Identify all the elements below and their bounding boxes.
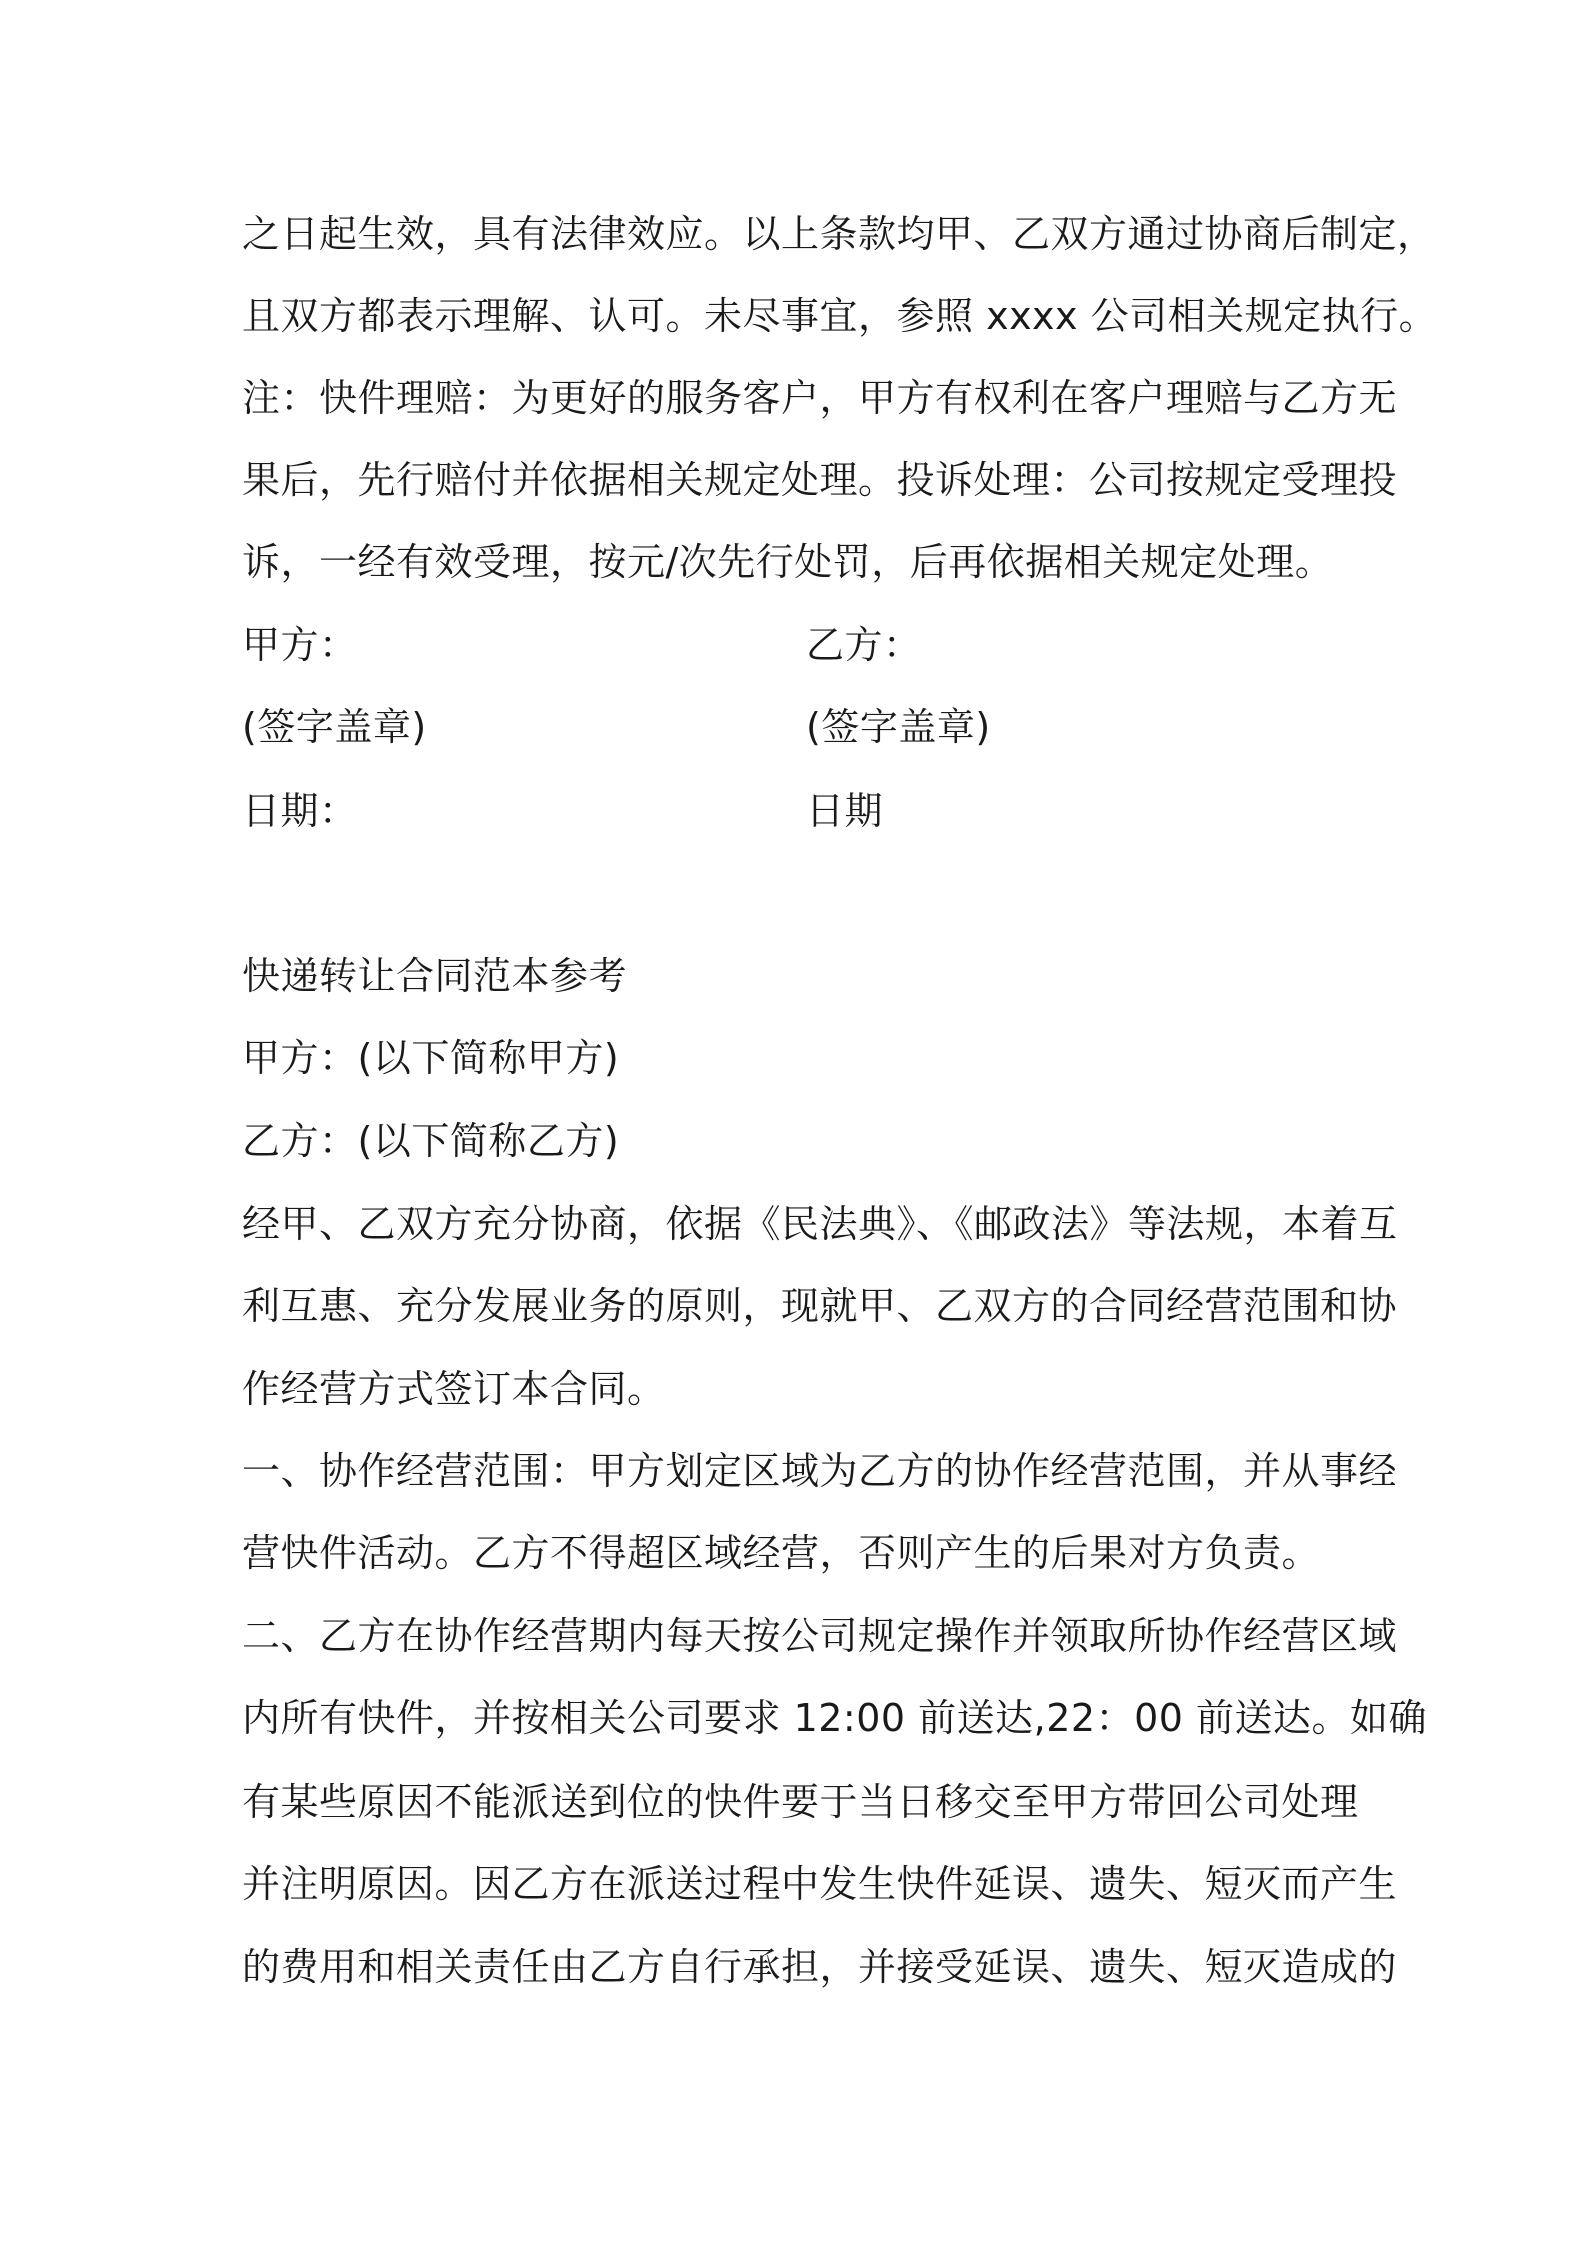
body-line-7: 内所有快件，并按相关公司要求 12:00 前送达,22：00 前送达。如确 [242,1696,1428,1740]
body-line-3: 作经营方式签订本合同。 [242,1367,666,1411]
party-b-date: 日期 [806,789,884,833]
continuation-line-4: 果后，先行赔付并依据相关规定处理。投诉处理：公司按规定受理投 [242,458,1398,502]
body-line-9: 并注明原因。因乙方在派送过程中发生快件延误、遗失、短灭而产生 [242,1862,1398,1906]
body-line-5: 营快件活动。乙方不得超区域经营，否则产生的后果对方负责。 [242,1531,1321,1575]
continuation-line-5: 诉，一经有效受理，按元/次先行处罚，后再依据相关规定处理。 [242,540,1334,584]
body-line-10: 的费用和相关责任由乙方自行承担，并接受延误、遗失、短灭造成的 [242,1945,1398,1989]
continuation-line-1: 之日起生效，具有法律效应。以上条款均甲、乙双方通过协商后制定， [242,212,1436,256]
body-line-8: 有某些原因不能派送到位的快件要于当日移交至甲方带回公司处理 [242,1780,1359,1824]
party-b-intro: 乙方：(以下简称乙方) [242,1119,620,1163]
continuation-line-3: 注：快件理赔：为更好的服务客户，甲方有权利在客户理赔与乙方无 [242,376,1398,420]
party-b-label: 乙方： [806,623,922,667]
party-a-seal: (签字盖章) [242,705,427,749]
party-b-seal: (签字盖章) [806,705,991,749]
body-line-1: 经甲、乙双方充分协商，依据《民法典》、《邮政法》等法规，本着互 [242,1202,1398,1246]
contract-title: 快递转让合同范本参考 [242,954,628,998]
body-line-6: 二、乙方在协作经营期内每天按公司规定操作并领取所协作经营区域 [242,1614,1398,1658]
body-line-2: 利互惠、充分发展业务的原则，现就甲、乙双方的合同经营范围和协 [242,1284,1398,1328]
continuation-line-2: 且双方都表示理解、认可。未尽事宜，参照 xxxx 公司相关规定执行。 [242,294,1438,338]
party-a-date: 日期： [242,789,358,833]
body-line-4: 一、协作经营范围：甲方划定区域为乙方的协作经营范围，并从事经 [242,1449,1398,1493]
party-a-label: 甲方： [242,623,358,667]
party-a-intro: 甲方：(以下简称甲方) [242,1036,620,1080]
